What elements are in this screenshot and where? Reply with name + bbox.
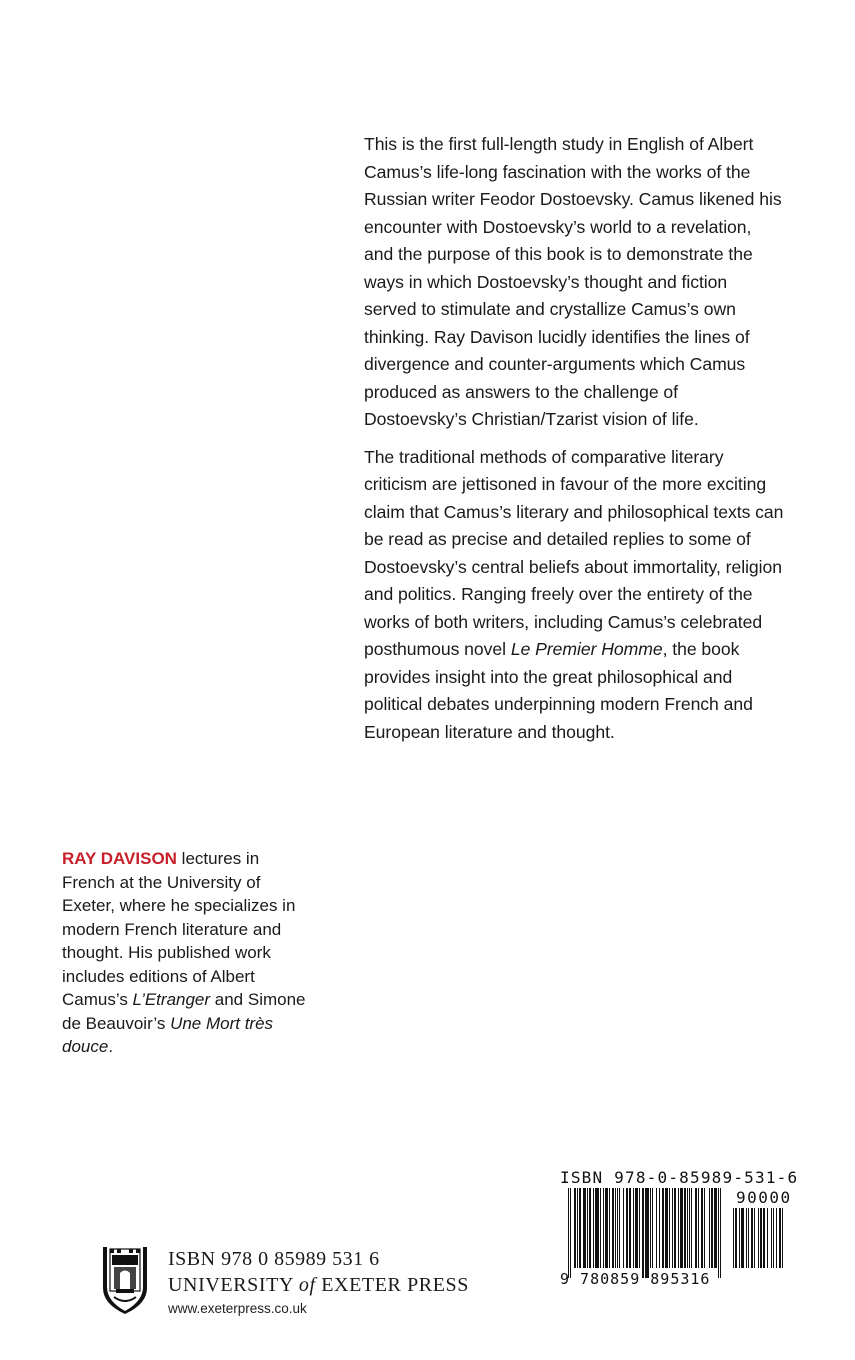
barcode <box>560 1168 810 1288</box>
description-paragraph-2 <box>364 444 784 747</box>
publisher-url: www.exeterpress.co.uk <box>168 1301 307 1316</box>
description-paragraph-1: This is the first full-length study in English of Albert Camus’s life-long fascination with the works of the Russian writer Feodor Dostoevsky. Camus likened his encounter with Dostoevsky’s world to a revelation, and the purpose of this book is to demonstrate the ways in which Dostoevsky’s thought and fiction served to stimulate and crystallize Camus’s own thinking. Ray Davison lucidly identifies the lines of divergence and counter-arguments which Camus produced as answers to the challenge of Dostoevsky’s Christian/Tzarist vision of life. <box>364 134 782 429</box>
bio-text-3: . <box>108 1037 114 1056</box>
publisher-name-of: of <box>298 1274 316 1296</box>
publisher-name-part-1: UNIVERSITY <box>168 1274 299 1296</box>
book-description <box>364 131 784 746</box>
barcode-main-bars-icon <box>568 1188 728 1278</box>
barcode-addon-bars-icon <box>733 1208 809 1278</box>
author-name: RAY DAVISON <box>62 849 177 868</box>
bio-text-1: lectures in French at the University of Exeter, where he specializes in modern French literature and thought. His published work includes editions of Albert Camus’s <box>62 849 296 1009</box>
exeter-castle-logo-icon <box>100 1243 150 1315</box>
publisher-isbn: ISBN 978 0 85989 531 6 <box>168 1248 380 1270</box>
author-bio <box>62 847 312 1059</box>
bio-title-une-mort: Une Mort très douce <box>62 1013 274 1056</box>
book-title-le-premier-homme: Le Premier Homme <box>510 639 663 659</box>
barcode-addon-label: 90000 <box>736 1188 792 1207</box>
bio-title-letranger: L’Etranger <box>132 990 211 1009</box>
paragraph-2-text-end: , the book provides insight into the great philosophical and political debates underpinning modern French and European literature and thought. <box>364 639 753 742</box>
bio-text-2: and Simone de Beauvoir’s <box>62 990 306 1033</box>
barcode-digits: 9 780859 895316 <box>560 1270 711 1288</box>
publisher-name-part-2: EXETER PRESS <box>315 1274 470 1296</box>
publisher-name <box>168 1274 469 1297</box>
paragraph-2-text-start: The traditional methods of comparative literary criticism are jettisoned in favour of the more exciting claim that Camus’s literary and philosophical texts can be read as precise and detailed replies to some of Dostoevsky’s central beliefs about immortality, religion and politics. Ranging freely over the entirety of the works of both writers, including Camus’s celebrated posthumous novel <box>364 446 784 659</box>
barcode-isbn-label: ISBN 978-0-85989-531-6 <box>560 1168 799 1187</box>
